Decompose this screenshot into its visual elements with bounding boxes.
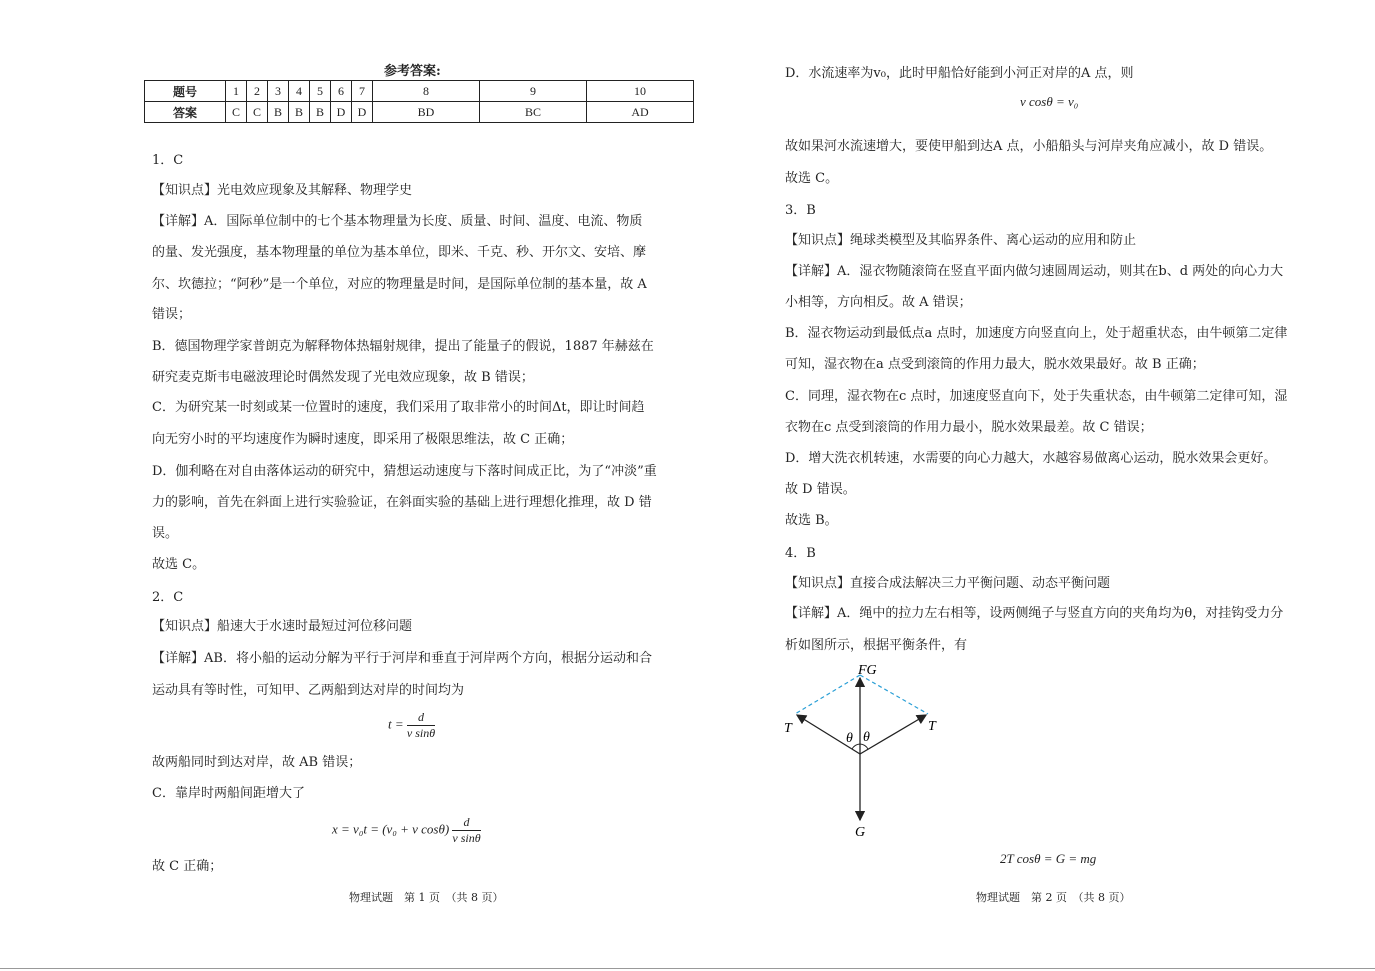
formula-lhs: t = bbox=[388, 716, 404, 732]
choice-conclusion: 故选 C。 bbox=[785, 171, 839, 186]
table-cell: 10 bbox=[587, 81, 694, 102]
table-cell: BC bbox=[480, 102, 587, 123]
text-line: 【详解】AB．将小船的运动分解为平行于河岸和垂直于河岸两个方向，根据分运动和合 bbox=[152, 651, 652, 666]
force-arrow-t-right bbox=[860, 715, 926, 754]
text-line: 向无穷小时的平均速度作为瞬时速度，即采用了极限思维法，故 C 正确； bbox=[152, 432, 574, 447]
table-cell: 5 bbox=[310, 81, 331, 102]
fraction-denominator: v sinθ bbox=[406, 726, 436, 740]
question-number: 3．B bbox=[785, 203, 816, 218]
formula-equilibrium: 2T cosθ = G = mg bbox=[1000, 851, 1097, 866]
table-cell: 8 bbox=[373, 81, 480, 102]
knowledge-point: 【知识点】绳球类模型及其临界条件、离心运动的应用和防止 bbox=[785, 233, 1137, 248]
text-line: 衣物在c 点受到滚筒的作用力最小，脱水效果最差。故 C 错误； bbox=[785, 420, 1153, 435]
dashed-line bbox=[795, 675, 860, 714]
text-line: C．为研究某一时刻或某一位置时的速度，我们采用了取非常小的时间Δt，即让时间趋 bbox=[152, 400, 645, 415]
fraction-numerator: d bbox=[452, 815, 480, 831]
text-line: 尔、坎德拉；“阿秒”是一个单位，对应的物理量是时间，是国际单位制的基本量，故 A bbox=[152, 277, 647, 292]
table-cell: 7 bbox=[352, 81, 373, 102]
text-line: 析如图所示，根据平衡条件，有 bbox=[785, 638, 968, 653]
question-number: 1．C bbox=[152, 153, 184, 168]
question-number: 4．B bbox=[785, 546, 816, 561]
text-line: C．靠岸时两船间距增大了 bbox=[152, 786, 305, 801]
table-cell: 2 bbox=[247, 81, 268, 102]
table-cell: BD bbox=[373, 102, 480, 123]
text-line: 的量、发光强度，基本物理量的单位为基本单位，即米、千克、秒、开尔文、安培、摩 bbox=[152, 245, 647, 260]
text-line: B．德国物理学家普朗克为解释物体热辐射规律，提出了能量子的假说，1887 年赫兹在 bbox=[152, 339, 654, 354]
knowledge-point: 【知识点】船速大于水速时最短过河位移问题 bbox=[152, 619, 413, 634]
fraction-denominator: v sinθ bbox=[452, 831, 481, 845]
knowledge-point: 【知识点】光电效应现象及其解释、物理学史 bbox=[152, 183, 413, 198]
question-number: 2．C bbox=[152, 590, 184, 605]
label-theta-right: θ bbox=[863, 730, 870, 745]
table-cell: C bbox=[247, 102, 268, 123]
label-g: G bbox=[855, 825, 866, 840]
label-t-left: T bbox=[784, 721, 792, 736]
text-line: 【详解】A．湿衣物随滚筒在竖直平面内做匀速圆周运动，则其在b、d 两处的向心力大 bbox=[785, 264, 1284, 279]
table-cell: D bbox=[352, 102, 373, 123]
text-line: 故 C 正确； bbox=[152, 859, 223, 874]
page-footer: 物理试题 第 2 页 （共 8 页） bbox=[976, 891, 1131, 904]
text-line: 误。 bbox=[152, 526, 179, 541]
answer-table-answer-row bbox=[145, 102, 694, 123]
formula-time bbox=[388, 710, 435, 741]
dashed-line bbox=[860, 675, 928, 714]
force-diagram bbox=[780, 660, 960, 845]
formula-lhs: x = v₀t = (v₀ + v cosθ) bbox=[332, 821, 450, 837]
fraction-numerator: d bbox=[407, 710, 435, 726]
label-t-right: T bbox=[928, 719, 936, 734]
formula-fraction bbox=[452, 815, 480, 846]
table-cell: 1 bbox=[226, 81, 247, 102]
text-line: 小相等，方向相反。故 A 错误； bbox=[785, 295, 972, 310]
choice-conclusion: 故选 B。 bbox=[785, 513, 838, 528]
formula-velocity: v cosθ = v₀ bbox=[1020, 94, 1079, 109]
knowledge-point: 【知识点】直接合成法解决三力平衡问题、动态平衡问题 bbox=[785, 576, 1111, 591]
table-cell: B bbox=[310, 102, 331, 123]
choice-conclusion: 故选 C。 bbox=[152, 557, 206, 572]
text-line: 可知，湿衣物在a 点受到滚筒的作用力最大，脱水效果最好。故 B 正确； bbox=[785, 357, 1205, 372]
table-cell: B bbox=[289, 102, 310, 123]
text-line: 【详解】A．绳中的拉力左右相等，设两侧绳子与竖直方向的夹角均为θ，对挂钩受力分 bbox=[785, 606, 1284, 621]
answer-table bbox=[144, 80, 694, 123]
label-fg: FG bbox=[858, 663, 877, 678]
table-cell: 6 bbox=[331, 81, 352, 102]
table-cell: AD bbox=[587, 102, 694, 123]
row-header-answer: 答案 bbox=[145, 102, 226, 123]
text-line: 【详解】A．国际单位制中的七个基本物理量为长度、质量、时间、温度、电流、物质 bbox=[152, 214, 643, 229]
text-line: 力的影响，首先在斜面上进行实验验证，在斜面实验的基础上进行理想化推理，故 D 错 bbox=[152, 495, 652, 510]
page-footer: 物理试题 第 1 页 （共 8 页） bbox=[349, 891, 504, 904]
formula-distance bbox=[332, 815, 481, 846]
table-cell: 9 bbox=[480, 81, 587, 102]
table-cell: B bbox=[268, 102, 289, 123]
text-line: C．同理，湿衣物在c 点时，加速度竖直向下，处于失重状态，由牛顿第二定律可知，湿 bbox=[785, 389, 1288, 404]
text-line: D．增大洗衣机转速，水需要的向心力越大，水越容易做离心运动，脱水效果会更好。 bbox=[785, 451, 1277, 466]
text-line: B．湿衣物运动到最低点a 点时，加速度方向竖直向上，处于超重状态，由牛顿第二定律 bbox=[785, 326, 1288, 341]
table-cell: 3 bbox=[268, 81, 289, 102]
table-cell: C bbox=[226, 102, 247, 123]
table-cell: D bbox=[331, 102, 352, 123]
bottom-rule bbox=[0, 968, 1375, 969]
text-line: 故如果河水流速增大，要使甲船到达A 点，小船船头与河岸夹角应减小，故 D 错误。 bbox=[785, 139, 1273, 154]
table-cell: 4 bbox=[289, 81, 310, 102]
row-header-number: 题号 bbox=[145, 81, 226, 102]
label-theta-left: θ bbox=[846, 731, 853, 746]
angle-arc bbox=[852, 744, 860, 749]
answer-table-number-row bbox=[145, 81, 694, 102]
formula-fraction bbox=[407, 710, 435, 741]
text-line: 故两船同时到达对岸，故 AB 错误； bbox=[152, 755, 362, 770]
text-line: D．伽利略在对自由落体运动的研究中，猜想运动速度与下落时间成正比，为了“冲淡”重 bbox=[152, 464, 657, 479]
text-line: 研究麦克斯韦电磁波理论时偶然发现了光电效应现象，故 B 错误； bbox=[152, 370, 534, 385]
text-line: 错误； bbox=[152, 307, 192, 322]
text-line: 运动具有等时性，可知甲、乙两船到达对岸的时间均为 bbox=[152, 683, 465, 698]
text-line: 故 D 错误。 bbox=[785, 482, 856, 497]
text-line: D．水流速率为v₀，此时甲船恰好能到小河正对岸的A 点，则 bbox=[785, 66, 1134, 81]
page-title: 参考答案: bbox=[384, 64, 441, 79]
